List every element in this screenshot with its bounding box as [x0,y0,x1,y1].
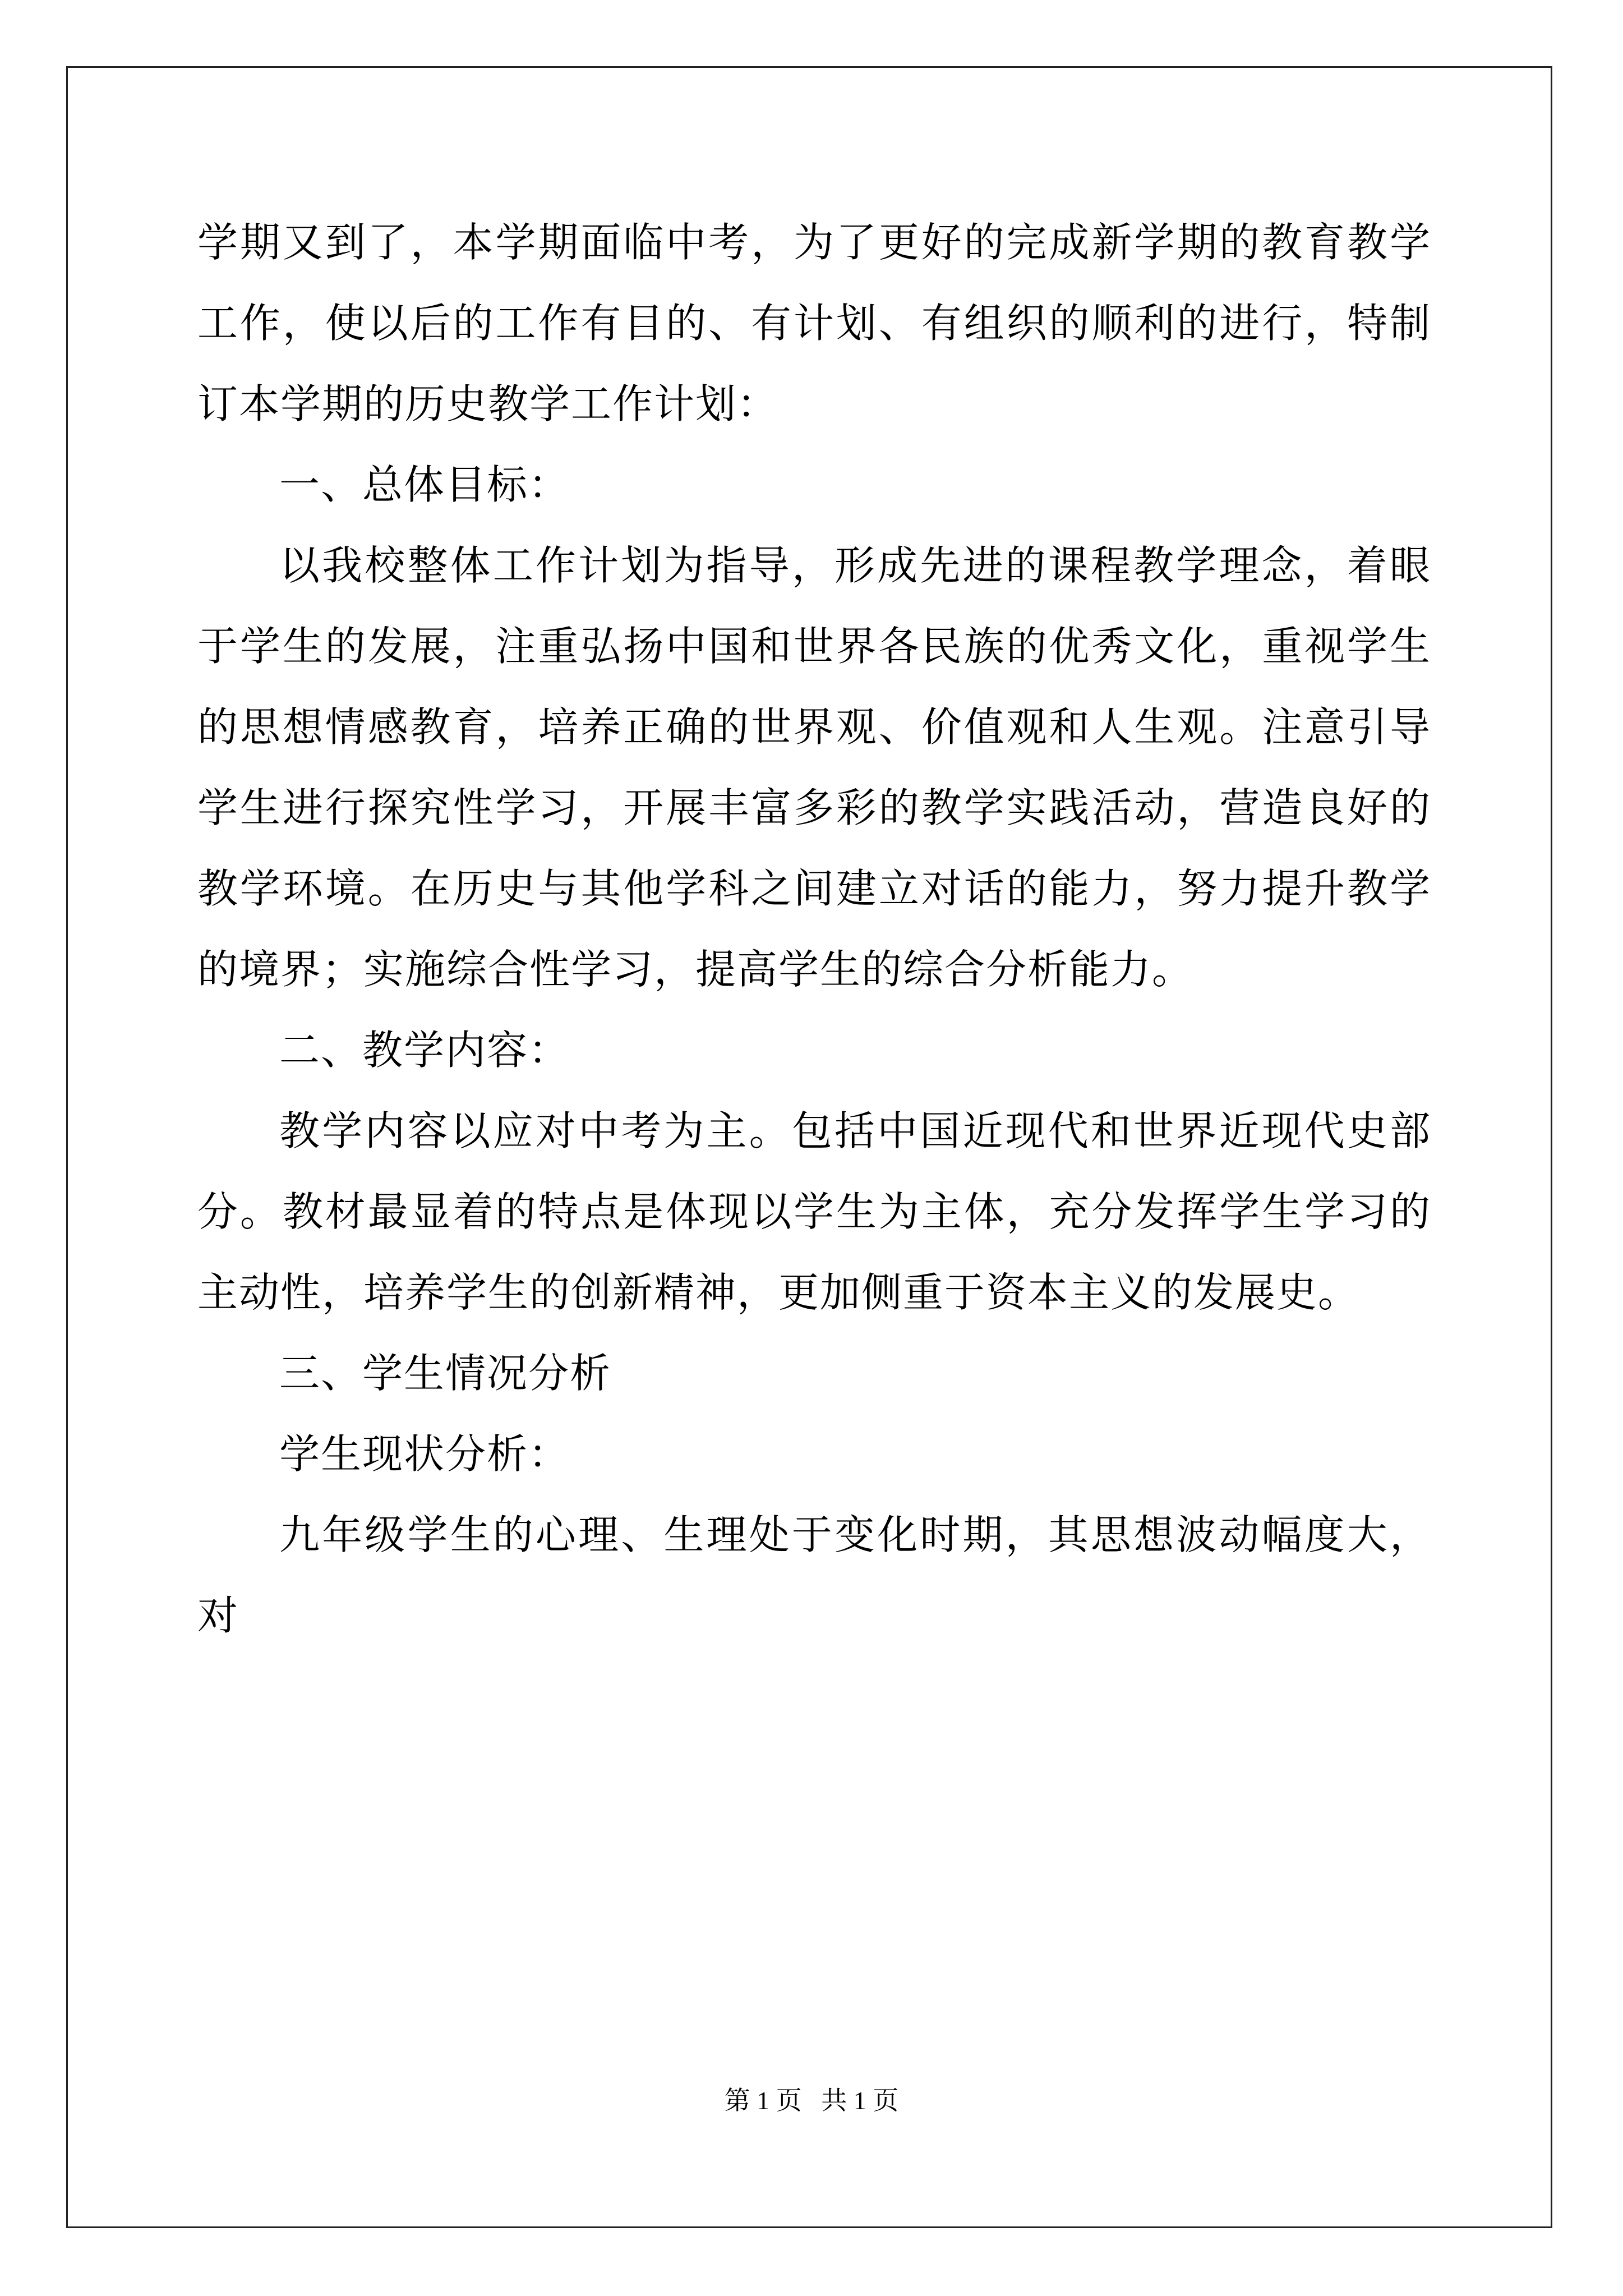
student-status-paragraph: 九年级学生的心理、生理处于变化时期，其思想波动幅度大，对 [197,1511,1431,1639]
goals-paragraph: 以我校整体工作计划为指导，形成先进的课程教学理念，着眼于学生的发展，注重弘扬中国和世界各民族的优秀文化，重视学生的思想情感教育，培养正确的世界观、价值观和人生观。注意引导学生进行探究性学习，开展丰富多彩的教学实践活动，营造良好的教学环境。在历史与其他学科之间建立对话的能力，努力提升教学的境界；实施综合性学习，提高学生的综合分析能力。 [197,542,1431,993]
section-heading-content: 二、教学内容： [279,1027,570,1074]
section-heading-goals: 一、总体目标： [279,461,570,508]
document-body [197,202,1431,1656]
section-heading-students: 三、学生情况分析 [279,1350,612,1397]
page-total: 共 1 页 [821,2086,899,2115]
page-number: 第 1 页 [724,2086,802,2115]
subheading-student-status: 学生现状分析： [279,1430,570,1478]
page-footer [0,2084,1623,2118]
content-paragraph: 教学内容以应对中考为主。包括中国近现代和世界近现代史部分。教材最显着的特点是体现以学生为主体，充分发挥学生学习的主动性，培养学生的创新精神，更加侧重于资本主义的发展史。 [197,1107,1431,1316]
intro-paragraph: 学期又到了，本学期面临中考，为了更好的完成新学期的教育教学工作，使以后的工作有目的、有计划、有组织的顺利的进行，特制订本学期的历史教学工作计划： [197,219,1431,427]
